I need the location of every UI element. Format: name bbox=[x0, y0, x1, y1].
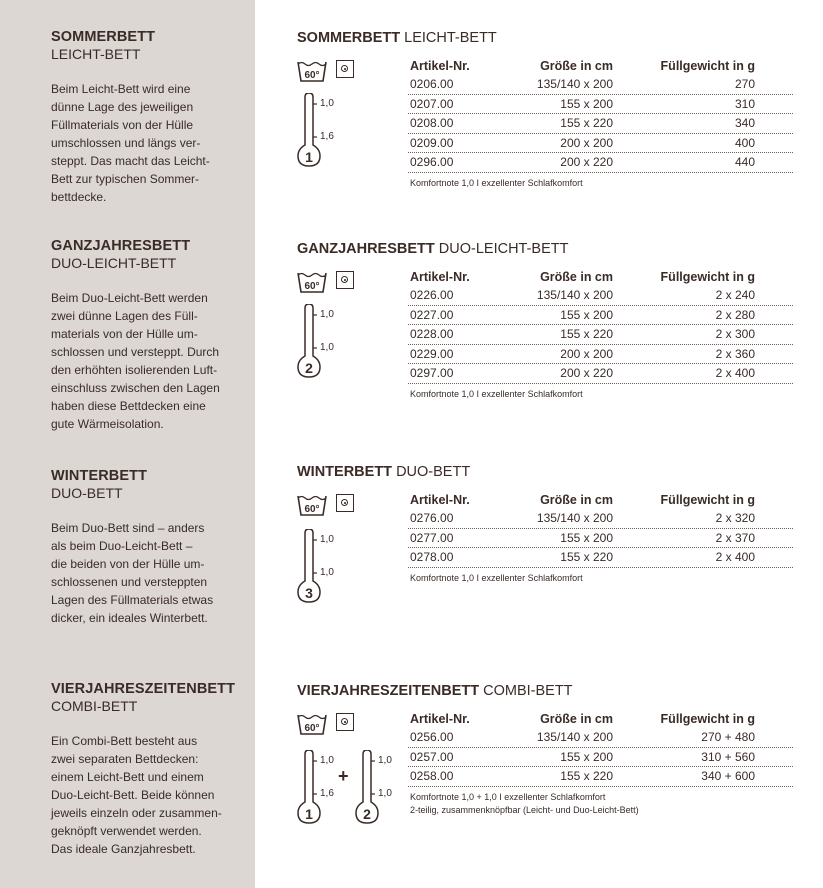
wash-60-icon bbox=[297, 59, 327, 83]
comfort-note: Komfortnote 1,0 I exzellenter Schlafkomfort bbox=[410, 572, 583, 583]
sidebar-section-sommerbett bbox=[51, 28, 241, 206]
table-row bbox=[408, 728, 793, 748]
cell-weight: 340 bbox=[734, 116, 755, 130]
cell-size: 135/140 x 200 bbox=[536, 730, 613, 744]
cell-size: 135/140 x 200 bbox=[536, 511, 613, 525]
product-heading-rest: LEICHT-BETT bbox=[400, 30, 497, 46]
cell-article: 0257.00 bbox=[410, 749, 454, 764]
cell-article: 0227.00 bbox=[410, 307, 454, 322]
sidebar bbox=[0, 0, 255, 888]
header-article: Artikel-Nr. bbox=[410, 493, 470, 507]
header-article: Artikel-Nr. bbox=[410, 712, 470, 726]
product-heading-rest: DUO-BETT bbox=[392, 464, 471, 480]
cell-article: 0226.00 bbox=[410, 288, 454, 302]
product-heading bbox=[297, 463, 797, 481]
table-row bbox=[408, 153, 793, 173]
comfort-note: Komfortnote 1,0 I exzellenter Schlafkomfort bbox=[410, 177, 583, 188]
tumble-dry-icon bbox=[336, 494, 354, 512]
cell-weight: 340 + 600 bbox=[701, 769, 755, 783]
product-table bbox=[408, 57, 793, 190]
thermometer-lower-value: 1,6 bbox=[320, 131, 334, 142]
cell-weight: 310 + 560 bbox=[701, 749, 755, 764]
cell-article: 0277.00 bbox=[410, 530, 454, 545]
thermometer-number: 1 bbox=[305, 806, 313, 822]
header-article: Artikel-Nr. bbox=[410, 59, 470, 73]
table-row bbox=[408, 286, 793, 306]
cell-weight: 2 x 240 bbox=[715, 288, 755, 302]
cell-article: 0206.00 bbox=[410, 77, 454, 91]
cell-size: 155 x 220 bbox=[560, 550, 613, 564]
sidebar-section-ganzjahresbett bbox=[51, 237, 241, 433]
wash-temp-label: 60° bbox=[304, 70, 320, 81]
header-size: Größe in cm bbox=[540, 59, 613, 73]
thermometer-2 bbox=[297, 304, 337, 384]
wash-temp-label: 60° bbox=[304, 723, 320, 734]
cell-weight: 2 x 370 bbox=[715, 530, 755, 545]
section-description: Beim Duo-Leicht-Bett werden zwei dünne Lagen des Füll- materials von der Hülle um- schlossen und versteppt. Durch den erhöhten isolierenden Luft- einschluss zwischen den Lagen haben diese Bettdecken eine gute Wärmeisolation. bbox=[51, 291, 220, 431]
table-row bbox=[408, 306, 793, 326]
product-heading-rest: DUO-LEICHT-BETT bbox=[434, 241, 569, 257]
table-header-row bbox=[408, 57, 793, 75]
cell-size: 155 x 200 bbox=[560, 749, 613, 764]
cell-article: 0278.00 bbox=[410, 550, 454, 564]
product-section-ganzjahresbett bbox=[297, 240, 797, 400]
thermometer-upper-value: 1,0 bbox=[378, 755, 392, 766]
comfort-note: Komfortnote 1,0 + 1,0 I exzellenter Schlafkomfort bbox=[410, 791, 606, 802]
cell-size: 155 x 220 bbox=[560, 327, 613, 341]
cell-article: 0207.00 bbox=[410, 96, 454, 111]
header-weight: Füllgewicht in g bbox=[660, 493, 755, 507]
thermometer-lower-value: 1,0 bbox=[378, 788, 392, 799]
table-row bbox=[408, 529, 793, 549]
care-icons bbox=[297, 270, 367, 294]
wash-60-icon bbox=[297, 712, 327, 736]
cell-article: 0258.00 bbox=[410, 769, 454, 783]
thermometer-1 bbox=[297, 93, 337, 173]
tumble-dry-icon bbox=[336, 713, 354, 731]
section-description: Ein Combi-Bett besteht aus zwei separaten Bettdecken: einem Leicht-Bett und einem Duo-Leicht-Bett. Beide können jeweils einzeln oder zusammen- geknöpft verwendet werden. Das ideale Ganzjahresbett. bbox=[51, 734, 222, 856]
section-description: Beim Duo-Bett sind – anders als beim Duo-Leicht-Bett – die beiden von der Hülle um- schlossenen und versteppten Lagen des Füllmaterials etwas dicker, ein ideales Winterbett. bbox=[51, 521, 214, 625]
wash-60-icon bbox=[297, 493, 327, 517]
cell-size: 135/140 x 200 bbox=[536, 77, 613, 91]
cell-article: 0228.00 bbox=[410, 327, 454, 341]
cell-size: 200 x 200 bbox=[560, 346, 613, 361]
wash-temp-label: 60° bbox=[304, 281, 320, 292]
section-subtitle: LEICHT-BETT bbox=[51, 46, 141, 62]
cell-weight: 270 + 480 bbox=[701, 730, 755, 744]
cell-size: 155 x 220 bbox=[560, 116, 613, 130]
thermometer-upper-value: 1,0 bbox=[320, 534, 334, 545]
cell-article: 0209.00 bbox=[410, 135, 454, 150]
section-title: SOMMERBETT bbox=[51, 29, 156, 45]
cell-weight: 270 bbox=[734, 77, 755, 91]
table-header-row bbox=[408, 491, 793, 509]
product-table bbox=[408, 710, 793, 817]
table-row bbox=[408, 114, 793, 134]
product-heading-rest: COMBI-BETT bbox=[479, 683, 573, 699]
thermometer-upper-value: 1,0 bbox=[320, 755, 334, 766]
cell-size: 200 x 220 bbox=[560, 366, 613, 380]
cell-weight: 2 x 400 bbox=[715, 550, 755, 564]
cell-article: 0296.00 bbox=[410, 155, 454, 169]
tumble-dry-icon bbox=[336, 271, 354, 289]
cell-size: 155 x 200 bbox=[560, 307, 613, 322]
table-row bbox=[408, 325, 793, 345]
cell-article: 0208.00 bbox=[410, 116, 454, 130]
cell-article: 0229.00 bbox=[410, 346, 454, 361]
header-weight: Füllgewicht in g bbox=[660, 270, 755, 284]
thermometer-lower-value: 1,6 bbox=[320, 788, 334, 799]
cell-weight: 2 x 360 bbox=[715, 346, 755, 361]
product-heading-bold: VIERJAHRESZEITENBETT bbox=[297, 683, 480, 699]
cell-article: 0276.00 bbox=[410, 511, 454, 525]
section-title: WINTERBETT bbox=[51, 468, 148, 484]
care-icons bbox=[297, 493, 367, 517]
thermometer-1 bbox=[297, 750, 337, 830]
thermometer-2 bbox=[355, 750, 395, 830]
table-row bbox=[408, 95, 793, 115]
header-size: Größe in cm bbox=[540, 270, 613, 284]
table-row bbox=[408, 548, 793, 568]
header-weight: Füllgewicht in g bbox=[660, 712, 755, 726]
cell-weight: 2 x 300 bbox=[715, 327, 755, 341]
product-section-winterbett bbox=[297, 463, 797, 613]
table-row bbox=[408, 364, 793, 384]
tumble-dry-icon bbox=[336, 60, 354, 78]
wash-temp-label: 60° bbox=[304, 504, 320, 515]
product-table bbox=[408, 268, 793, 401]
table-row bbox=[408, 748, 793, 768]
table-header-row bbox=[408, 268, 793, 286]
section-subtitle: DUO-LEICHT-BETT bbox=[51, 255, 177, 271]
product-heading-bold: GANZJAHRESBETT bbox=[297, 241, 435, 257]
cell-weight: 2 x 280 bbox=[715, 307, 755, 322]
cell-article: 0256.00 bbox=[410, 730, 454, 744]
thermometer-3 bbox=[297, 529, 337, 609]
thermometer-number: 2 bbox=[305, 360, 313, 376]
cell-weight: 400 bbox=[734, 135, 755, 150]
product-heading-bold: WINTERBETT bbox=[297, 464, 393, 480]
product-table bbox=[408, 491, 793, 585]
cell-weight: 440 bbox=[734, 155, 755, 169]
cell-size: 135/140 x 200 bbox=[536, 288, 613, 302]
cell-weight: 2 x 320 bbox=[715, 511, 755, 525]
cell-article: 0297.00 bbox=[410, 366, 454, 380]
cell-size: 200 x 200 bbox=[560, 135, 613, 150]
sidebar-section-vierjahreszeitenbett bbox=[51, 680, 241, 858]
cell-size: 155 x 200 bbox=[560, 96, 613, 111]
table-row bbox=[408, 767, 793, 787]
thermometer-number: 3 bbox=[305, 585, 313, 601]
table-row bbox=[408, 509, 793, 529]
cell-weight: 310 bbox=[734, 96, 755, 111]
cell-weight: 2 x 400 bbox=[715, 366, 755, 380]
care-icons bbox=[297, 712, 367, 736]
header-size: Größe in cm bbox=[540, 712, 613, 726]
cell-size: 155 x 200 bbox=[560, 530, 613, 545]
thermometer-lower-value: 1,0 bbox=[320, 342, 334, 353]
table-header-row bbox=[408, 710, 793, 728]
sidebar-section-winterbett bbox=[51, 467, 241, 627]
section-title: VIERJAHRESZEITENBETT bbox=[51, 681, 236, 697]
cell-size: 200 x 220 bbox=[560, 155, 613, 169]
thermometer-number: 2 bbox=[363, 806, 371, 822]
thermometer-lower-value: 1,0 bbox=[320, 567, 334, 578]
table-row bbox=[408, 345, 793, 365]
product-section-vierjahreszeitenbett bbox=[297, 682, 797, 842]
thermometer-number: 1 bbox=[305, 149, 313, 165]
table-row bbox=[408, 75, 793, 95]
plus-sign: + bbox=[338, 766, 349, 786]
wash-60-icon bbox=[297, 270, 327, 294]
section-subtitle: COMBI-BETT bbox=[51, 698, 138, 714]
section-title: GANZJAHRESBETT bbox=[51, 238, 191, 254]
care-icons bbox=[297, 59, 367, 83]
comfort-note: Komfortnote 1,0 I exzellenter Schlafkomfort bbox=[410, 388, 583, 399]
header-article: Artikel-Nr. bbox=[410, 270, 470, 284]
product-section-sommerbett bbox=[297, 29, 797, 199]
header-weight: Füllgewicht in g bbox=[660, 59, 755, 73]
cell-size: 155 x 220 bbox=[560, 769, 613, 783]
product-heading-bold: SOMMERBETT bbox=[297, 30, 401, 46]
product-heading bbox=[297, 682, 797, 700]
product-heading bbox=[297, 240, 797, 258]
section-description: Beim Leicht-Bett wird eine dünne Lage des jeweiligen Füllmaterials von der Hülle umschlossen und längs ver- steppt. Das macht das Leicht- Bett zur typischen Sommer- bettdecke. bbox=[51, 82, 210, 204]
thermometer-upper-value: 1,0 bbox=[320, 309, 334, 320]
thermometer-upper-value: 1,0 bbox=[320, 98, 334, 109]
header-size: Größe in cm bbox=[540, 493, 613, 507]
product-heading bbox=[297, 29, 797, 47]
section-subtitle: DUO-BETT bbox=[51, 485, 123, 501]
table-row bbox=[408, 134, 793, 154]
combi-note: 2-teilig, zusammenknöpfbar (Leicht- und Duo-Leicht-Bett) bbox=[410, 804, 639, 815]
